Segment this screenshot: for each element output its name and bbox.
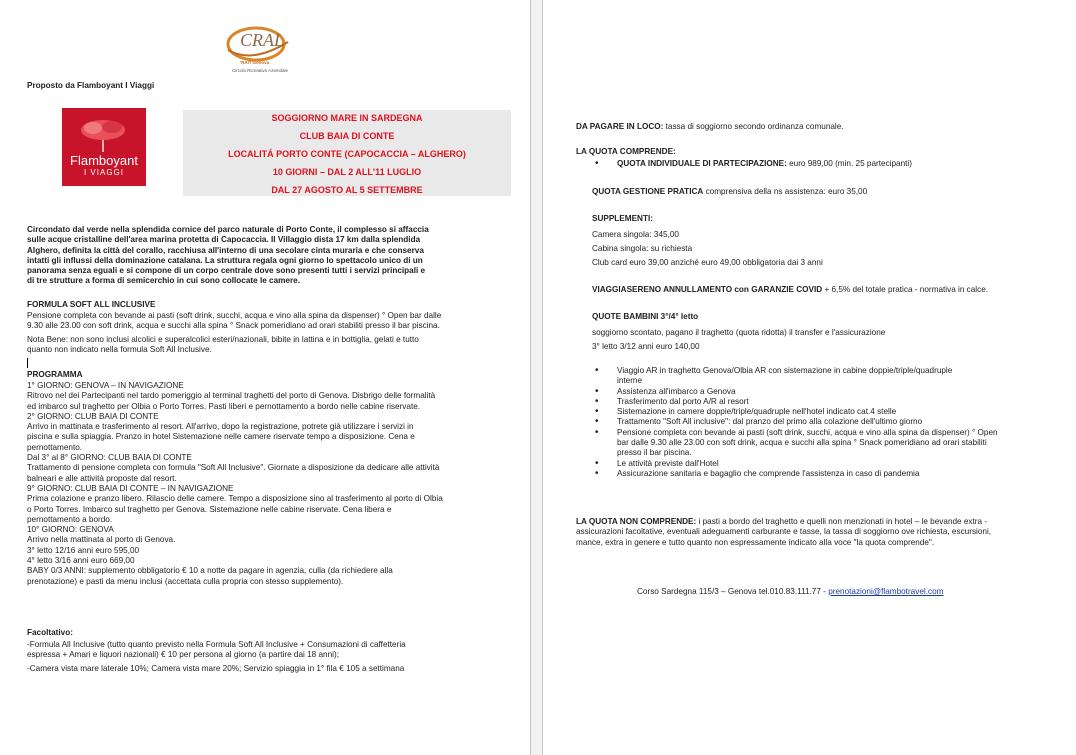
program-line: Arrivo nella mattinata al porto di Genova. — [27, 535, 176, 545]
program-line: 10° GIORNO: GENOVA — [27, 525, 114, 535]
title-line: 10 GIORNI – DAL 2 ALL'11 LUGLIO — [272, 167, 422, 177]
list-item — [595, 459, 998, 469]
list-item-line: • Assistenza all'imbarco a Genova — [617, 386, 736, 396]
intro-line: di tre strutture a forma di semicerchio in cui sono collocate le camere. — [27, 276, 301, 286]
not-includes-text: i pasti a bordo del traghetto e quelli non menzionati in hotel – le bevande extra - — [696, 517, 988, 526]
list-item-line: presso il bar piscina. — [617, 448, 692, 458]
list-item-line: • Pensione completa con bevande ai pasti (soft drink, succhi, acqua e vino alla spina da dispenser) ° Open — [617, 427, 998, 437]
supplements-list — [592, 228, 823, 270]
program-line: pernottamento. — [27, 442, 83, 452]
list-item-line: • Le attività previste dall'Hotel — [617, 458, 719, 468]
pay-local-label: DA PAGARE IN LOCO: — [576, 122, 664, 131]
footer-text: Corso Sardegna 115/3 – Genova tel.010.83.111.77 - — [637, 587, 829, 596]
email-link[interactable]: prenotazioni@flambotravel.com — [828, 587, 944, 596]
list-item — [595, 397, 998, 407]
intro-line: intatti gli influssi della dominazione catalana. La struttura regala ogni giorno lo spettacolo unico di un — [27, 255, 423, 265]
program-line: 1° GIORNO: GENOVA – IN NAVIGAZIONE — [27, 381, 184, 390]
program-line: 9° GIORNO: CLUB BAIA DI CONTE – IN NAVIGAZIONE — [27, 483, 234, 493]
list-item-line: • Assicurazione sanitaria e bagaglio che comprende l'assistenza in caso di pandemia — [617, 468, 920, 478]
supplements-title: SUPPLEMENTI: — [592, 214, 653, 223]
includes-bullet-list — [595, 366, 998, 479]
quota-label: QUOTA INDIVIDUALE DI PARTECIPAZIONE: — [617, 159, 787, 168]
title-box — [183, 110, 511, 196]
cral-logo-subtitle: Circolo Ricreativo Aziendale — [232, 68, 289, 73]
flamboyant-logo-name: Flamboyant — [70, 153, 138, 168]
program-line: 3° letto 12/16 anni euro 595,00 — [27, 545, 140, 555]
not-includes-line: mance, extra in genere e tutto quanto non espressamente indicato alla voce "la quota comprende". — [576, 537, 935, 547]
list-item — [595, 407, 998, 417]
formula-line: 9.30 alle 23.00 con soft drink, acqua e succhi alla spina ° Snack pomeridiano ad orari stabiliti presso il bar piscina. — [27, 321, 440, 331]
viaggiasereno-text: + 6,5% del totale pratica - normativa in calce. — [822, 285, 989, 294]
children-line: 3° letto 3/12 anni euro 140,00 — [592, 342, 700, 351]
supplement-item: Camera singola: 345,00 — [592, 230, 679, 239]
gestione-label: QUOTA GESTIONE PRATICA — [592, 187, 704, 196]
text-cursor — [27, 358, 28, 368]
list-item — [595, 366, 998, 387]
program-line: Dal 3° al 8° GIORNO: CLUB BAIA DI CONTE — [27, 453, 192, 463]
title-line: LOCALITÁ PORTO CONTE (CAPOCACCIA – ALGHERO) — [228, 149, 466, 159]
optional-paragraph — [27, 640, 406, 674]
program-line: Prima colazione e pranzo libero. Rilascio delle camere. Tempo a disposizione sino al trasferimento al porto di Olbia — [27, 494, 443, 504]
flamboyant-logo-sub: I VIAGGI — [83, 168, 124, 177]
formula-line: Pensione completa con bevande ai pasti (soft drink, succhi, acqua e vino alla spina da dispenser) ° Open bar dalle — [27, 311, 442, 320]
children-line: soggiorno scontato, pagano il traghetto (quota ridotta) il transfer e l'assicurazione — [592, 328, 886, 337]
viaggiasereno — [592, 285, 988, 295]
intro-line: panorama senza eguali e si compone di un corpo centrale dove sono presenti tutti i servizi principali e — [27, 266, 426, 276]
program-title: PROGRAMMA — [27, 370, 83, 379]
formula-title: FORMULA SOFT ALL INCLUSIVE — [27, 300, 156, 309]
list-item-line: • Trattamento "Soft All inclusive": dal pranzo del primo alla colazione dell'ultimo giorno — [617, 417, 923, 427]
document-page-right — [542, 0, 1076, 755]
nota-line: Nota Bene: non sono inclusi alcolici e superalcolici esteri/nazionali, bibite in lattina e in bottiglia, gelati e tutto — [27, 335, 419, 344]
not-includes-label: LA QUOTA NON COMPRENDE: — [576, 517, 697, 526]
list-item — [595, 417, 998, 427]
program-line: prenotazione) e pasti da menu inclusi (accettata culla propria con stesso supplemento). — [27, 576, 344, 586]
includes-title: LA QUOTA COMPRENDE: — [576, 147, 676, 156]
program-line: piscina e sulla spiaggia. Pranzo in hotel Sistemazione nelle camere riservate tempo a disposizione. Cena e — [27, 432, 415, 442]
list-item — [595, 428, 998, 459]
program-line: 2° GIORNO: CLUB BAIA DI CONTE — [27, 411, 159, 421]
title-line: SOGGIORNO MARE IN SARDEGNA — [271, 113, 423, 123]
children-paragraph — [592, 326, 885, 354]
list-item-line: • Sistemazione in camere doppie/triple/quadruple nell'hotel indicato cat.4 stelle — [617, 407, 897, 417]
list-item-line: • Trasferimento dal porto A/R al resort — [617, 396, 749, 406]
flamboyant-logo — [62, 108, 146, 186]
program-line: Trattamento di pensione completa con formula "Soft All Inclusive". Giornate a disposizione da dedicare alle attività — [27, 463, 440, 473]
formula-paragraph — [27, 311, 441, 332]
list-item — [595, 387, 998, 397]
quota-text: euro 989,00 (min. 25 partecipanti) — [786, 159, 912, 168]
not-includes-line — [576, 517, 991, 527]
not-includes-paragraph — [576, 517, 991, 548]
program-line: balneari e alle attività proposte dal resort. — [27, 473, 177, 483]
optional-line: -Camera vista mare laterale 10%; Camera vista mare 20%; Servizio spiaggia in 1° fila € 105 a settimana — [27, 663, 405, 673]
program-line: o Porto Torres. Imbarco sul traghetto per Genova. Sistemazione nelle cabine riservate. Cena libera e — [27, 504, 392, 514]
footer-contact — [637, 587, 943, 597]
nota-line: quanto non indicato nella formula Soft All Inclusive. — [27, 345, 212, 355]
list-item-line: bar dalle 9.30 alle 23.00 con soft drink, acqua e succhi alla spina ° Snack pomeridiano ad orari stabiliti — [617, 438, 987, 448]
not-includes-line: assicurazioni facoltative, eventuali adeguamenti carburante e tasse, la tassa di soggiorno ove richiesta, escursioni, — [576, 527, 992, 537]
viaggiasereno-label: VIAGGIASERENO ANNULLAMENTO con GARANZIE COVID — [592, 285, 823, 294]
children-title: QUOTE BAMBINI 3°/4° letto — [592, 312, 699, 321]
program-line: pernottamento a bordo. — [27, 514, 113, 524]
intro-paragraph — [27, 225, 429, 287]
cral-logo-text: CRAL — [240, 30, 285, 50]
cral-logo — [222, 24, 302, 76]
program-line: Ritrovo nel dei Partecipanti nel tardo pomeriggio al terminal traghetti del porto di Genova. Disbrigo delle formalità — [27, 391, 436, 401]
quota-bullet — [595, 159, 1076, 169]
program-line: ed imbarco sul traghetto per Olbia o Porto Torres. Pasti liberi e pernottamento a bordo nelle cabine riservate. — [27, 401, 421, 411]
program-line: BABY 0/3 ANNI: supplemento obbligatorio € 10 a notte da pagare in agenzia, culla (da richiedere alla — [27, 566, 393, 576]
cral-logo-brand: 'RAIT'Genova — [240, 60, 270, 65]
program-paragraph — [27, 381, 443, 587]
program-line: Arrivo in mattinata e trasferimento al resort. All'arrivo, dopo la registrazione, potrete già utilizzare i servizi in — [27, 422, 414, 432]
list-item — [595, 469, 998, 479]
pay-local-text: tassa di soggiorno secondo ordinanza comunale. — [663, 122, 844, 131]
optional-line: espressa + Amari e liquori nazionali) € 10 per persona al giorno (a partire dai 18 anni); — [27, 650, 339, 660]
nota-paragraph — [27, 335, 419, 356]
proposed-by: Proposto da Flamboyant I Viaggi — [27, 81, 155, 90]
optional-line: -Formula All Inclusive (tutto quanto previsto nella Formula Soft All Inclusive + Consumazioni di caffetteria — [27, 640, 406, 649]
intro-line: sulle acque cristalline dell'area marina protetta di Capocaccia. Il Villaggio dista 17 km dalla splendida — [27, 235, 421, 245]
optional-title: Facoltativo: — [27, 628, 73, 637]
pay-local — [576, 122, 844, 132]
document-page-left — [0, 0, 531, 755]
supplement-item: Club card euro 39,00 anziché euro 49,00 obbligatoria dai 3 anni — [592, 258, 823, 267]
program-line: 4° letto 3/16 anni euro 669,00 — [27, 556, 135, 566]
gestione — [592, 187, 867, 197]
intro-line: Circondato dal verde nella splendida cornice del parco naturale di Porto Conte, il complesso si affaccia — [27, 225, 429, 234]
list-item-line: interne — [617, 376, 643, 386]
gestione-text: comprensiva della ns assistenza: euro 35,00 — [703, 187, 868, 196]
title-line: DAL 27 AGOSTO AL 5 SETTEMBRE — [271, 185, 423, 195]
intro-line: Alghero, definita la città del corallo, racchiusa all'interno di una secolare cinta muraria e che conserva — [27, 245, 424, 255]
tree-icon — [78, 118, 128, 152]
title-line: CLUB BAIA DI CONTE — [299, 131, 395, 141]
list-item-line: • Viaggio AR in traghetto Genova/Olbia AR con sistemazione in cabine doppie/triple/quadruple — [617, 366, 953, 375]
supplement-item: Cabina singola: su richiesta — [592, 244, 693, 253]
